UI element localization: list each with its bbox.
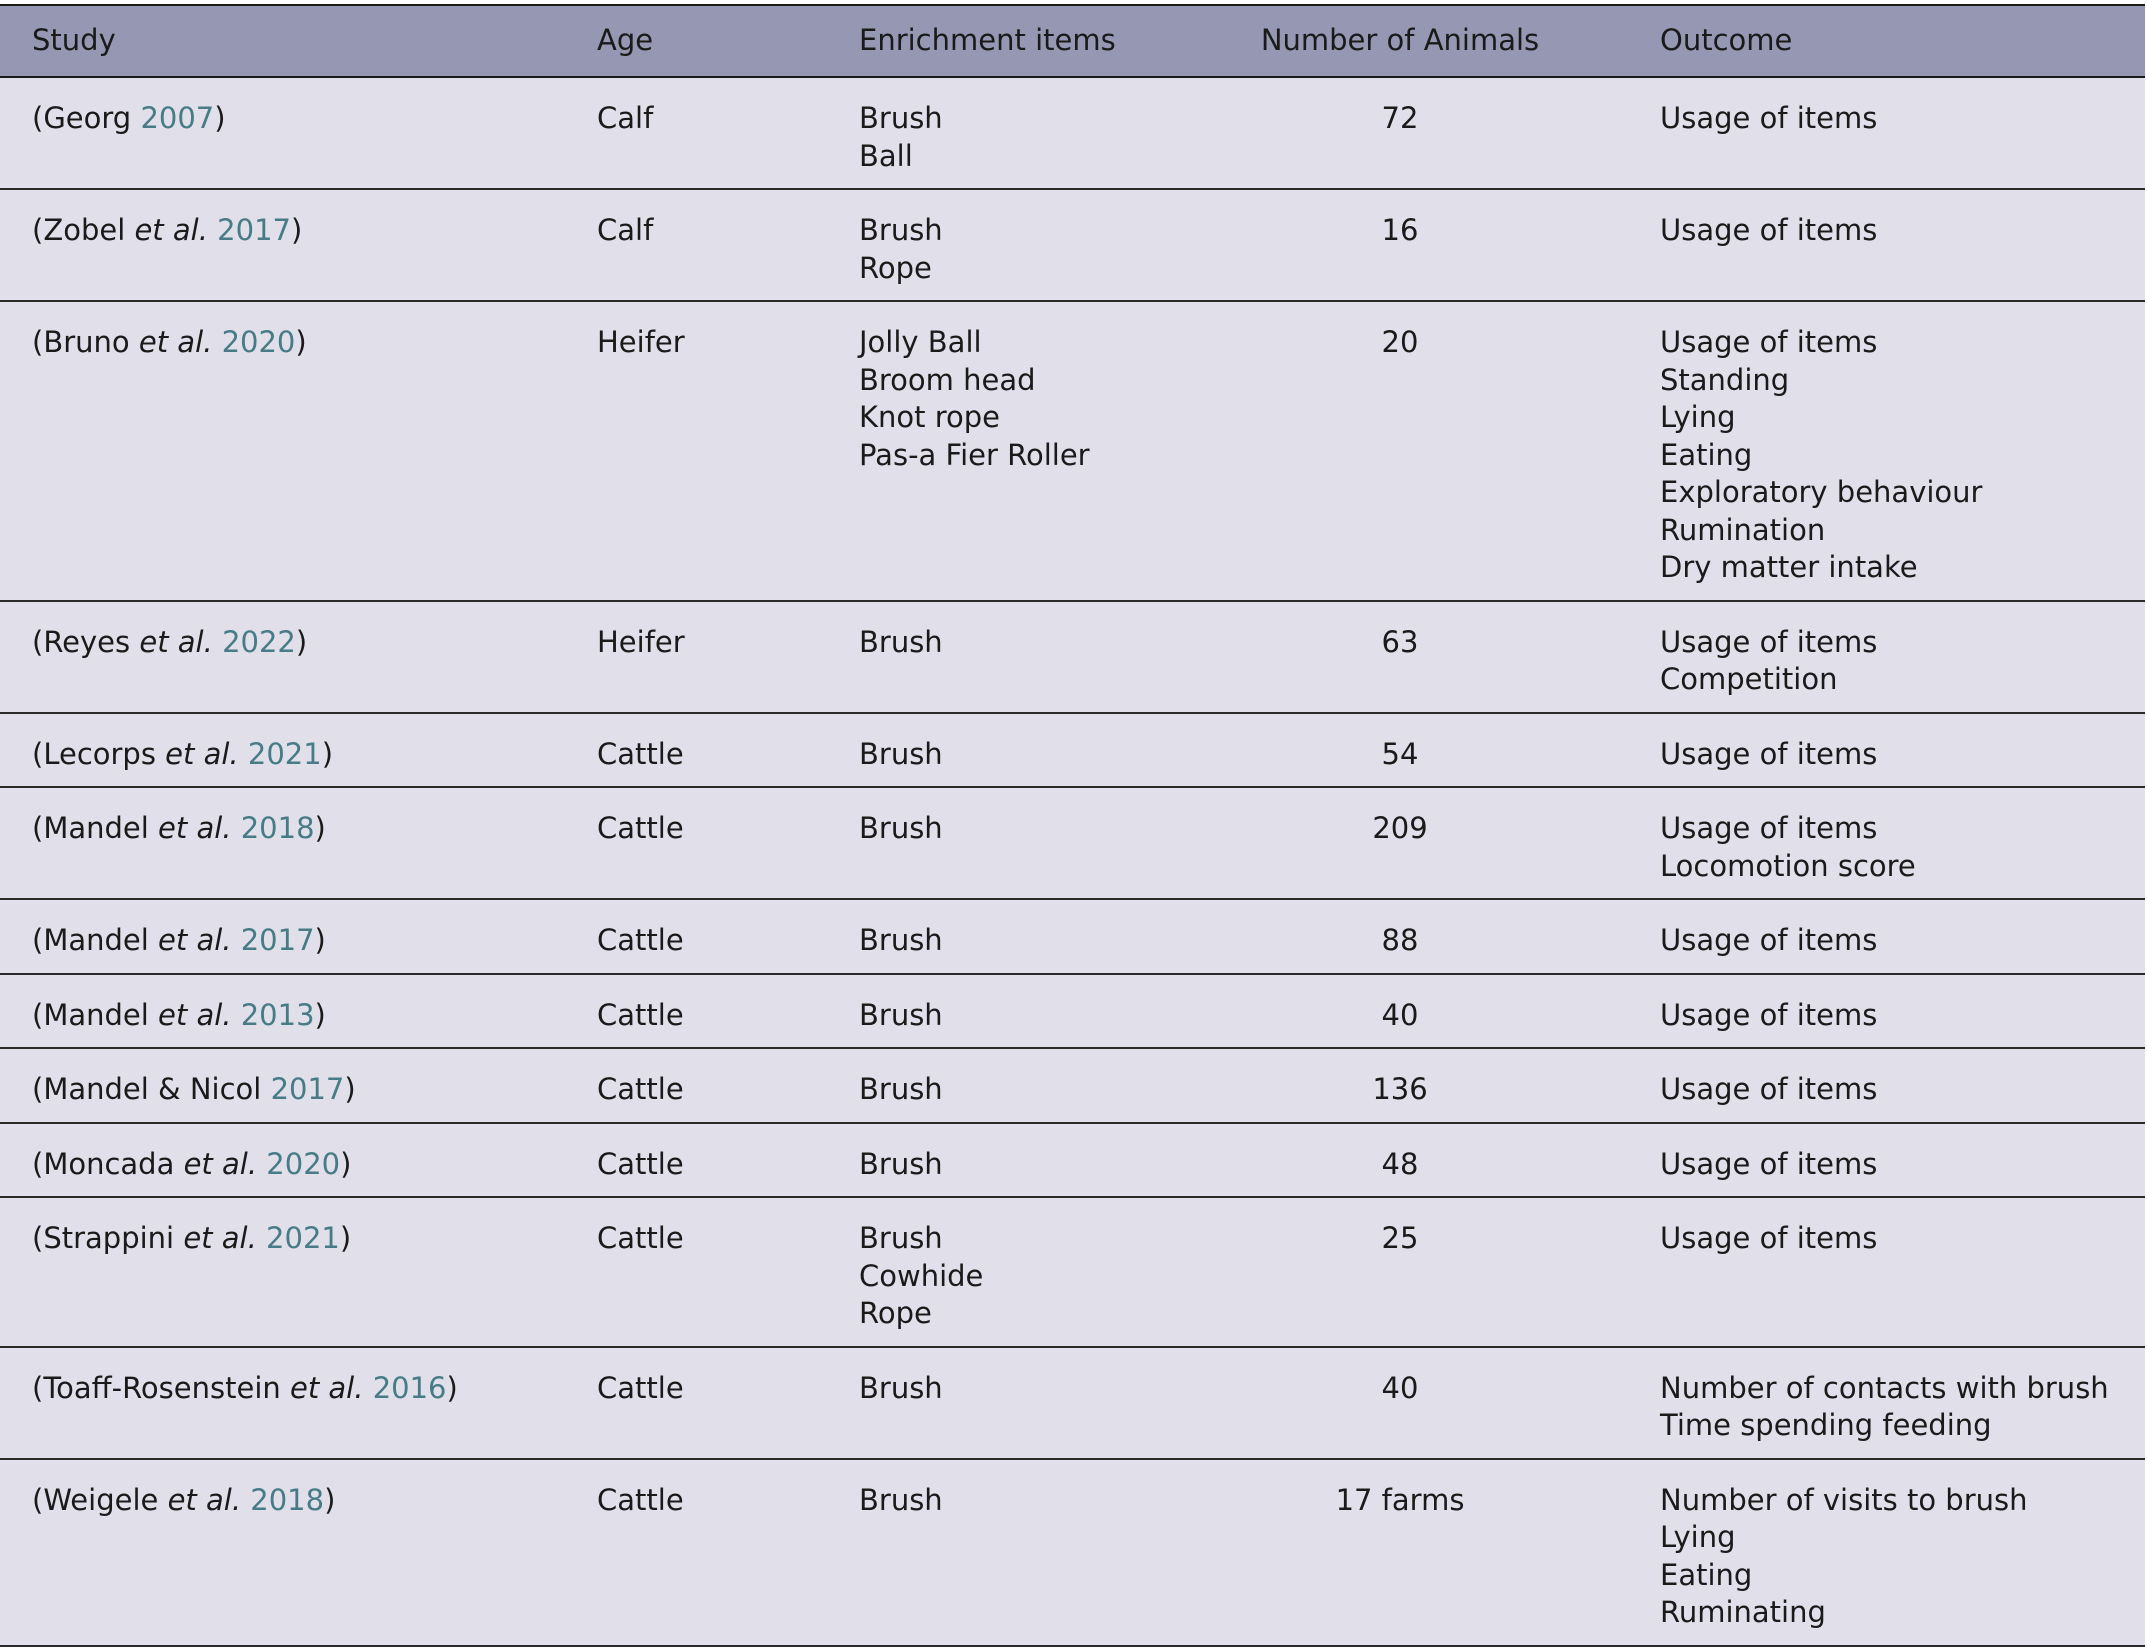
enrichment-items-cell xyxy=(827,1048,1172,1123)
study-author: Georg xyxy=(43,101,132,135)
study-author: Lecorps xyxy=(43,736,156,771)
study-cell: (Mandel et al. 2017) xyxy=(32,923,326,957)
table-row xyxy=(0,301,2145,601)
enrichment-items-cell xyxy=(827,787,1172,899)
table-row xyxy=(0,1123,2145,1198)
enrichment-item: Ball xyxy=(859,138,913,173)
study-cell: (Moncada et al. 2020) xyxy=(32,1146,352,1181)
enrichment-item: Brush xyxy=(859,101,943,135)
animals-cell: 72 xyxy=(1381,101,1419,135)
study-cell: (Weigele et al. 2018) xyxy=(32,1482,336,1517)
header-age: Age xyxy=(597,23,654,58)
outcome-item: Time spending feeding xyxy=(1660,1408,1992,1442)
age-cell: Cattle xyxy=(597,1146,684,1181)
study-et-al: et al. xyxy=(167,1482,242,1517)
study-et-al: et al. xyxy=(183,1221,257,1255)
animals-cell: 48 xyxy=(1381,1146,1419,1181)
study-cell: (Toaff-Rosenstein et al. 2016) xyxy=(32,1370,458,1405)
table-row xyxy=(0,787,2145,899)
study-year-link[interactable]: 2020 xyxy=(266,1146,341,1181)
animals-cell: 209 xyxy=(1372,811,1428,845)
study-author: Toaff-Rosenstein xyxy=(43,1370,281,1405)
enrichment-item: Brush xyxy=(859,213,943,247)
outcome-item: Usage of items xyxy=(1660,624,1878,659)
header-study: Study xyxy=(32,23,116,58)
table-body xyxy=(0,77,2145,1646)
outcome-item: Usage of items xyxy=(1660,1221,1878,1255)
outcome-item: Locomotion score xyxy=(1660,848,1916,883)
outcome-cell xyxy=(1628,1197,2145,1347)
study-year-link[interactable]: 2018 xyxy=(240,811,315,845)
outcome-item: Usage of items xyxy=(1660,997,1878,1032)
enrichment-item: Brush xyxy=(859,1221,943,1255)
header-enrichment-items: Enrichment items xyxy=(859,23,1116,58)
enrichment-items-cell xyxy=(827,974,1172,1049)
outcome-item: Number of visits to brush xyxy=(1660,1482,2028,1517)
enrichment-item: Brush xyxy=(859,811,943,845)
animals-cell: 25 xyxy=(1381,1221,1419,1255)
study-author: Mandel & Nicol xyxy=(43,1072,262,1106)
enrichment-item: Pas-a Fier Roller xyxy=(859,437,1090,472)
enrichment-items-cell xyxy=(827,899,1172,974)
study-author: Moncada xyxy=(43,1146,175,1181)
outcome-item: Ruminating xyxy=(1660,1595,1826,1629)
outcome-cell xyxy=(1628,1459,2145,1646)
outcome-item: Rumination xyxy=(1660,512,1826,547)
enrichment-items-cell xyxy=(827,1123,1172,1198)
outcome-cell xyxy=(1628,1347,2145,1459)
animals-cell: 40 xyxy=(1381,1370,1419,1405)
age-cell: Cattle xyxy=(597,1072,684,1106)
study-year-link[interactable]: 2022 xyxy=(222,624,296,659)
outcome-cell xyxy=(1628,1123,2145,1198)
study-year-link[interactable]: 2017 xyxy=(240,923,315,957)
enrichment-item: Brush xyxy=(859,1370,943,1405)
study-year-link[interactable]: 2020 xyxy=(221,325,296,359)
enrichment-item: Broom head xyxy=(859,362,1036,397)
enrichment-item: Rope xyxy=(859,250,932,285)
study-cell: (Lecorps et al. 2021) xyxy=(32,736,334,771)
age-cell: Calf xyxy=(597,101,654,135)
age-cell: Cattle xyxy=(597,997,684,1032)
outcome-cell xyxy=(1628,601,2145,713)
enrichment-item: Brush xyxy=(859,923,943,957)
study-et-al: et al. xyxy=(158,811,232,845)
age-cell: Heifer xyxy=(597,624,685,659)
outcome-cell xyxy=(1628,77,2145,189)
table-row xyxy=(0,1459,2145,1646)
enrichment-items-cell xyxy=(827,189,1172,301)
outcome-cell xyxy=(1628,301,2145,601)
outcome-cell xyxy=(1628,974,2145,1049)
outcome-item: Usage of items xyxy=(1660,923,1878,957)
table-row xyxy=(0,77,2145,189)
outcome-cell xyxy=(1628,1048,2145,1123)
study-author: Strappini xyxy=(43,1221,175,1255)
table-row xyxy=(0,189,2145,301)
table-row xyxy=(0,974,2145,1049)
outcome-item: Usage of items xyxy=(1660,1146,1878,1181)
outcome-item: Usage of items xyxy=(1660,101,1878,135)
study-author: Bruno xyxy=(43,325,130,359)
enrichment-items-cell xyxy=(827,1347,1172,1459)
age-cell: Heifer xyxy=(597,325,685,359)
outcome-item: Lying xyxy=(1660,1520,1736,1554)
header-outcome: Outcome xyxy=(1660,23,1793,58)
study-cell: (Georg 2007) xyxy=(32,101,226,135)
outcome-item: Eating xyxy=(1660,1557,1753,1592)
table-row xyxy=(0,601,2145,713)
study-author: Weigele xyxy=(43,1482,159,1517)
study-author: Reyes xyxy=(43,624,131,659)
outcome-item: Lying xyxy=(1660,400,1736,434)
table-row xyxy=(0,713,2145,788)
outcome-cell xyxy=(1628,713,2145,788)
age-cell: Calf xyxy=(597,213,654,247)
animals-cell: 16 xyxy=(1381,213,1419,247)
table-container xyxy=(0,4,2147,1647)
outcome-item: Usage of items xyxy=(1660,213,1878,247)
enrichment-item: Brush xyxy=(859,1146,943,1181)
age-cell: Cattle xyxy=(597,923,684,957)
study-author: Mandel xyxy=(43,923,149,957)
enrichment-studies-table xyxy=(0,4,2145,1647)
outcome-item: Usage of items xyxy=(1660,736,1878,771)
age-cell: Cattle xyxy=(597,1370,684,1405)
study-year-link[interactable]: 2016 xyxy=(372,1370,447,1405)
study-cell: (Mandel et al. 2018) xyxy=(32,811,326,845)
outcome-item: Competition xyxy=(1660,662,1838,696)
study-et-al: et al. xyxy=(158,923,232,957)
study-et-al: et al. xyxy=(183,1146,258,1181)
study-et-al: et al. xyxy=(158,997,232,1032)
study-et-al: et al. xyxy=(289,1370,364,1405)
outcome-cell xyxy=(1628,899,2145,974)
enrichment-item: Brush xyxy=(859,624,943,659)
outcome-item: Standing xyxy=(1660,362,1790,397)
study-cell: (Mandel et al. 2013) xyxy=(32,997,326,1032)
enrichment-item: Rope xyxy=(859,1296,932,1330)
table-row xyxy=(0,1347,2145,1459)
animals-cell: 20 xyxy=(1381,325,1419,359)
study-year-link[interactable]: 2021 xyxy=(247,736,322,771)
enrichment-items-cell xyxy=(827,301,1172,601)
enrichment-item: Jolly Ball xyxy=(859,325,982,359)
age-cell: Cattle xyxy=(597,736,684,771)
enrichment-items-cell xyxy=(827,1197,1172,1347)
enrichment-items-cell xyxy=(827,713,1172,788)
enrichment-item: Brush xyxy=(859,1072,943,1106)
study-year-link[interactable]: 2013 xyxy=(240,997,315,1032)
study-cell: (Mandel & Nicol 2017) xyxy=(32,1072,356,1106)
outcome-item: Eating xyxy=(1660,437,1753,472)
table-header-row xyxy=(0,5,2145,77)
age-cell: Cattle xyxy=(597,1482,684,1517)
study-author: Zobel xyxy=(43,213,126,247)
animals-cell: 88 xyxy=(1381,923,1419,957)
enrichment-item: Brush xyxy=(859,997,943,1032)
outcome-item: Usage of items xyxy=(1660,325,1878,359)
study-year-link[interactable]: 2018 xyxy=(250,1482,325,1517)
study-et-al: et al. xyxy=(138,325,213,359)
study-year-link[interactable]: 2017 xyxy=(217,213,291,247)
enrichment-items-cell xyxy=(827,1459,1172,1646)
enrichment-item: Cowhide xyxy=(859,1258,984,1293)
table-row xyxy=(0,899,2145,974)
outcome-item: Exploratory behaviour xyxy=(1660,475,1983,509)
animals-cell: 63 xyxy=(1381,624,1419,659)
animals-cell: 54 xyxy=(1381,736,1419,771)
outcome-item: Usage of items xyxy=(1660,811,1878,845)
enrichment-item: Knot rope xyxy=(859,400,1001,434)
study-cell: (Reyes et al. 2022) xyxy=(32,624,308,659)
study-et-al: et al. xyxy=(134,213,208,247)
study-et-al: et al. xyxy=(139,624,213,659)
outcome-item: Usage of items xyxy=(1660,1072,1878,1106)
study-author: Mandel xyxy=(43,811,149,845)
study-cell: (Bruno et al. 2020) xyxy=(32,325,307,359)
outcome-cell xyxy=(1628,189,2145,301)
animals-cell: 136 xyxy=(1372,1072,1428,1106)
animals-cell: 17 farms xyxy=(1335,1482,1465,1517)
study-cell: (Strappini et al. 2021) xyxy=(32,1221,352,1255)
study-year-link[interactable]: 2021 xyxy=(266,1221,340,1255)
enrichment-items-cell xyxy=(827,77,1172,189)
age-cell: Cattle xyxy=(597,1221,684,1255)
table-row xyxy=(0,1048,2145,1123)
enrichment-item: Brush xyxy=(859,1482,943,1517)
animals-cell: 40 xyxy=(1381,997,1419,1032)
study-author: Mandel xyxy=(43,997,149,1032)
study-year-link[interactable]: 2007 xyxy=(140,101,215,135)
enrichment-items-cell xyxy=(827,601,1172,713)
enrichment-item: Brush xyxy=(859,736,943,771)
outcome-item: Dry matter intake xyxy=(1660,550,1918,584)
study-cell: (Zobel et al. 2017) xyxy=(32,213,303,247)
age-cell: Cattle xyxy=(597,811,684,845)
outcome-item: Number of contacts with brush xyxy=(1660,1370,2109,1405)
study-year-link[interactable]: 2017 xyxy=(270,1072,345,1106)
outcome-cell xyxy=(1628,787,2145,899)
study-et-al: et al. xyxy=(165,736,239,771)
header-number-of-animals: Number of Animals xyxy=(1260,23,1540,58)
table-row xyxy=(0,1197,2145,1347)
